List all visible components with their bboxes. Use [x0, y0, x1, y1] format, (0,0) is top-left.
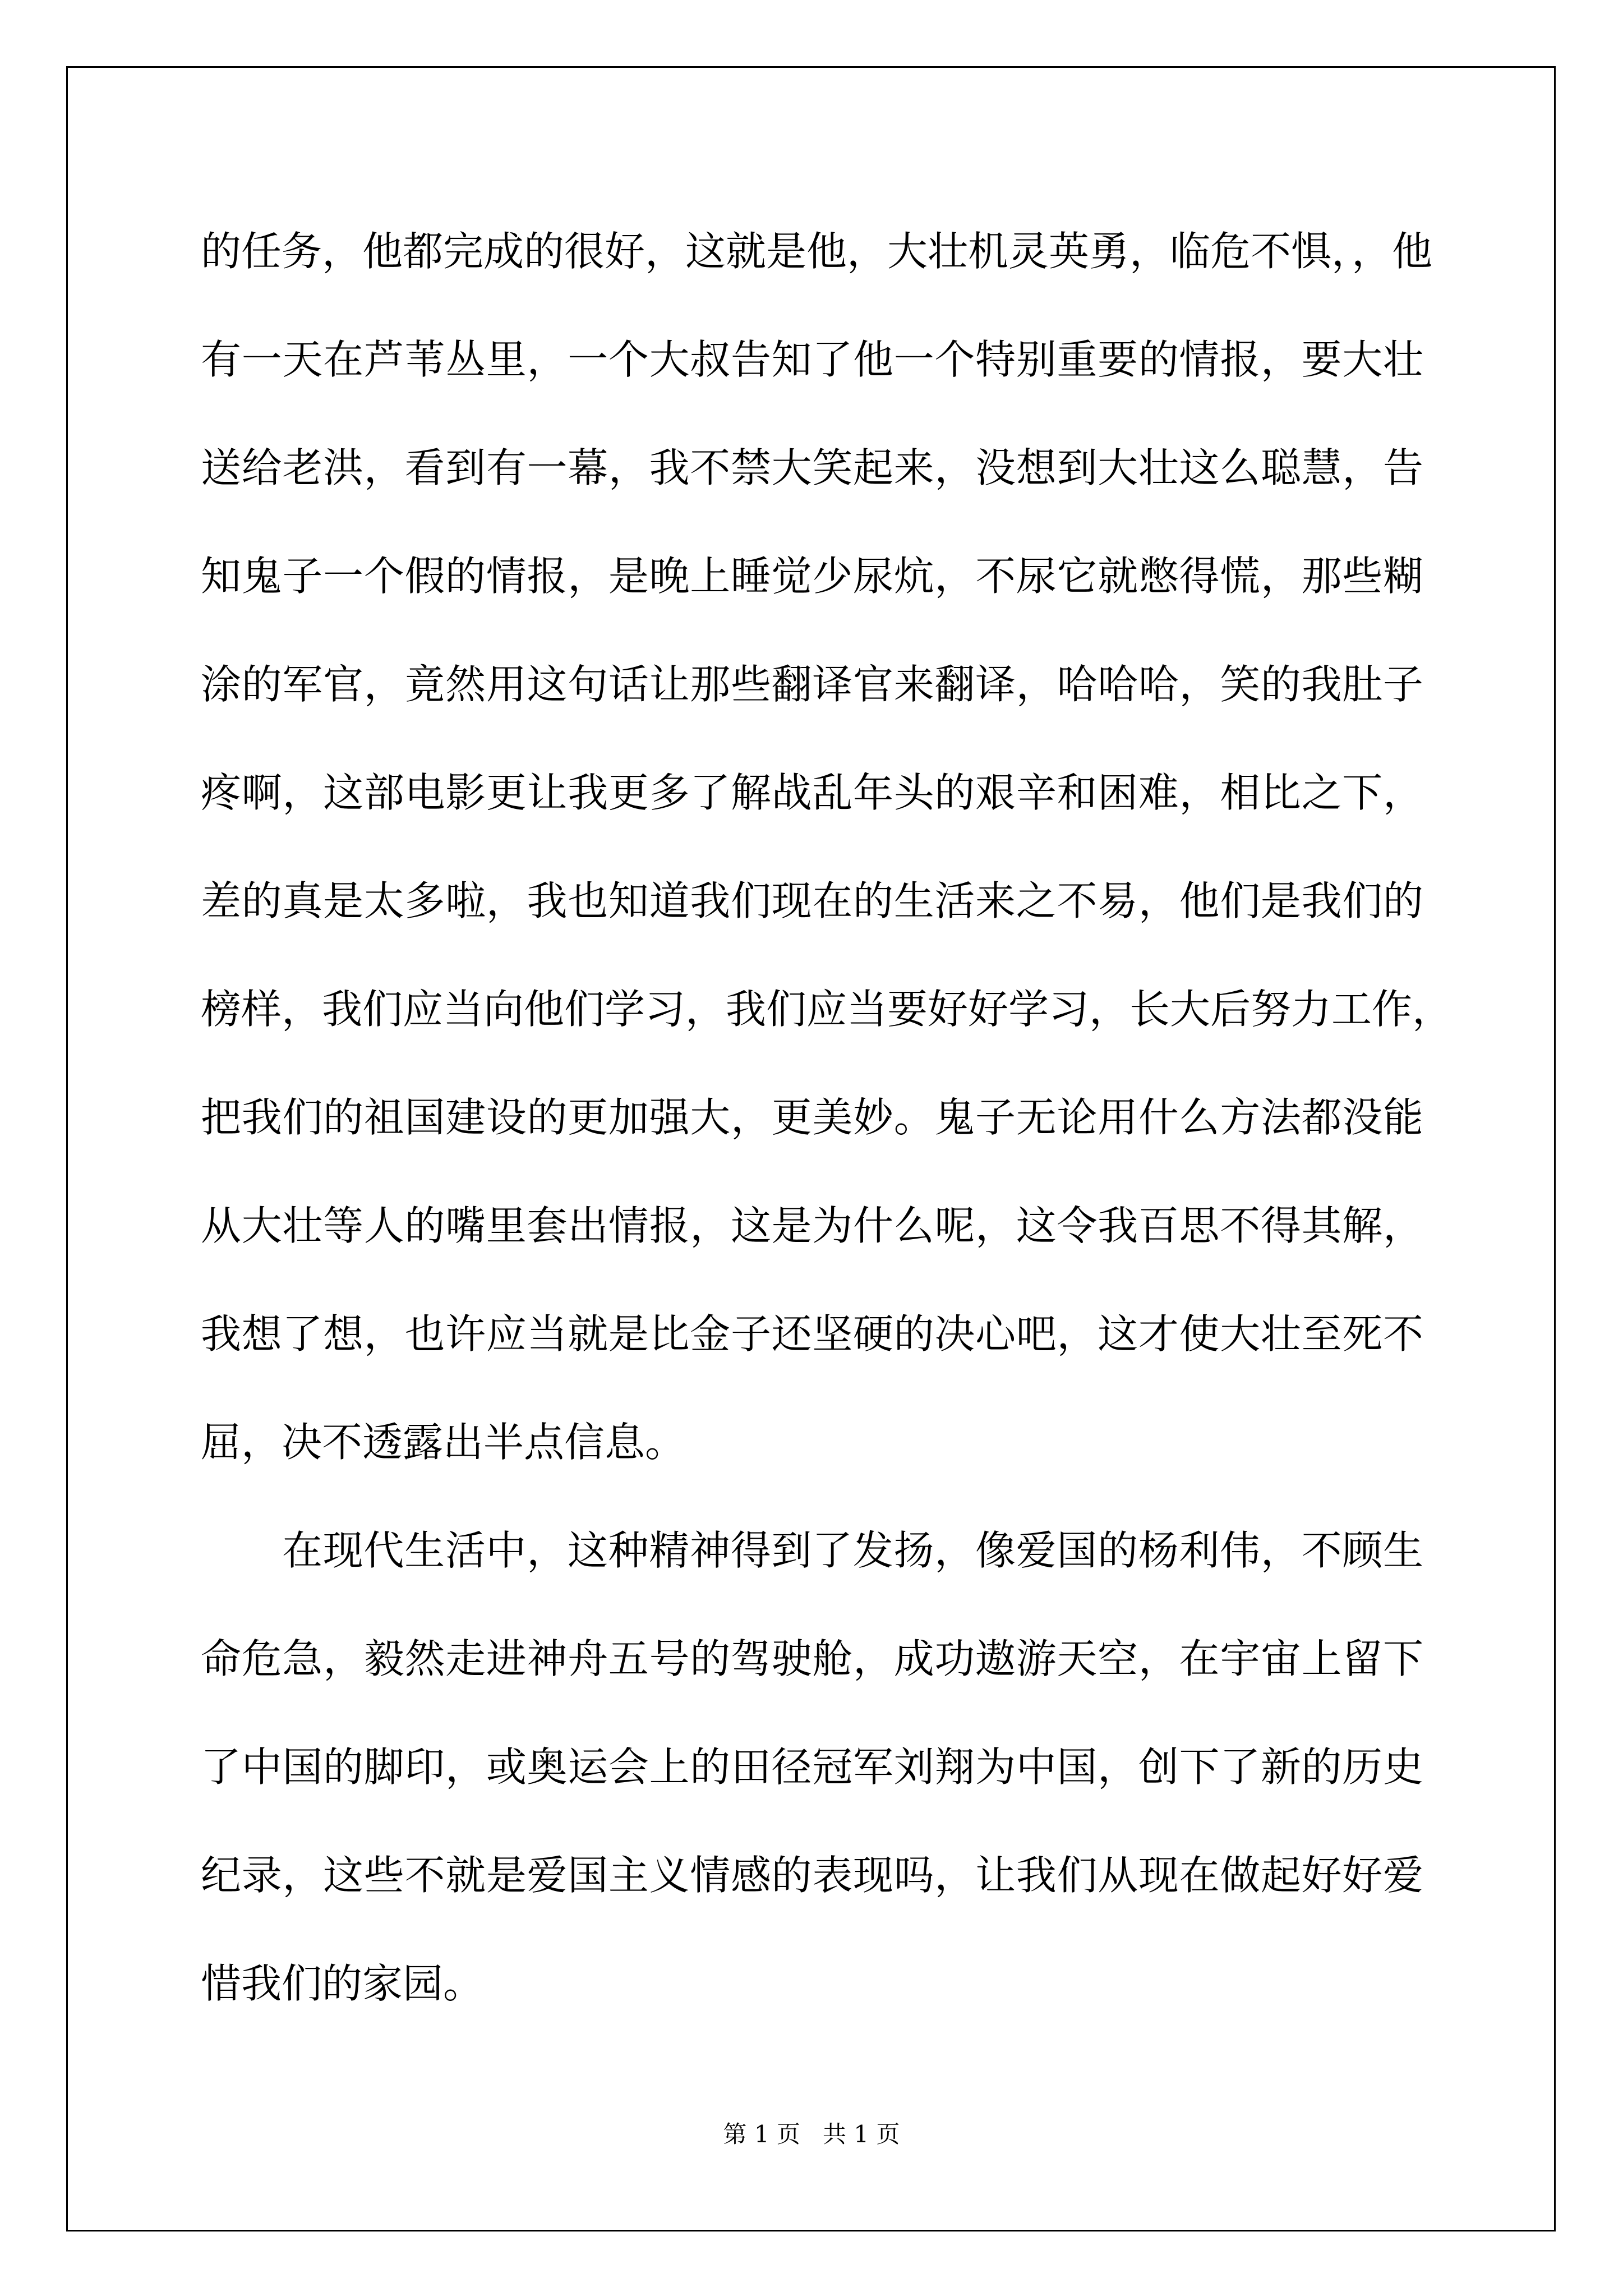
text-line: 送给老洪，看到有一幕，我不禁大笑起来，没想到大壮这么聪慧，告: [201, 444, 1423, 491]
text-line: 我想了想，也许应当就是比金子还坚硬的决心吧，这才使大壮至死不: [201, 1310, 1423, 1358]
text-line: 疼啊，这部电影更让我更多了解战乱年头的艰辛和困难，相比之下，: [201, 769, 1423, 816]
text-line: 从大壮等人的嘴里套出情报，这是为什么呢，这令我百思不得其解，: [201, 1202, 1423, 1249]
text-line: 在现代生活中，这种精神得到了发扬，像爱国的杨利伟，不顾生: [282, 1527, 1423, 1574]
text-line: 榜样，我们应当向他们学习，我们应当要好好学习，长大后努力工作，: [201, 986, 1453, 1033]
text-line: 知鬼子一个假的情报，是晚上睡觉少尿炕，不尿它就憋得慌，那些糊: [201, 553, 1423, 600]
page-frame: [66, 66, 1556, 2231]
text-line: 命危急，毅然走进神舟五号的驾驶舱，成功遨游天空，在宇宙上留下: [201, 1635, 1423, 1682]
text-line: 的任务，他都完成的很好，这就是他，大壮机灵英勇，临危不惧，，他: [201, 228, 1433, 275]
text-line: 差的真是太多啦，我也知道我们现在的生活来之不易，他们是我们的: [201, 877, 1423, 924]
text-line: 屈，决不透露出半点信息。: [201, 1419, 686, 1466]
text-line: 了中国的脚印，或奥运会上的田径冠军刘翔为中国，创下了新的历史: [201, 1743, 1423, 1791]
page-number-footer: 第 1 页 共 1 页: [723, 2120, 900, 2148]
text-line: 涂的军官，竟然用这句话让那些翻译官来翻译，哈哈哈，笑的我肚子: [201, 661, 1423, 708]
text-line: 惜我们的家园。: [201, 1960, 484, 2007]
text-line: 纪录，这些不就是爱国主义情感的表现吗，让我们从现在做起好好爱: [201, 1852, 1423, 1899]
text-line: 把我们的祖国建设的更加强大，更美妙。鬼子无论用什么方法都没能: [201, 1094, 1423, 1141]
text-line: 有一天在芦苇丛里，一个大叔告知了他一个特别重要的情报，要大壮: [201, 336, 1423, 383]
